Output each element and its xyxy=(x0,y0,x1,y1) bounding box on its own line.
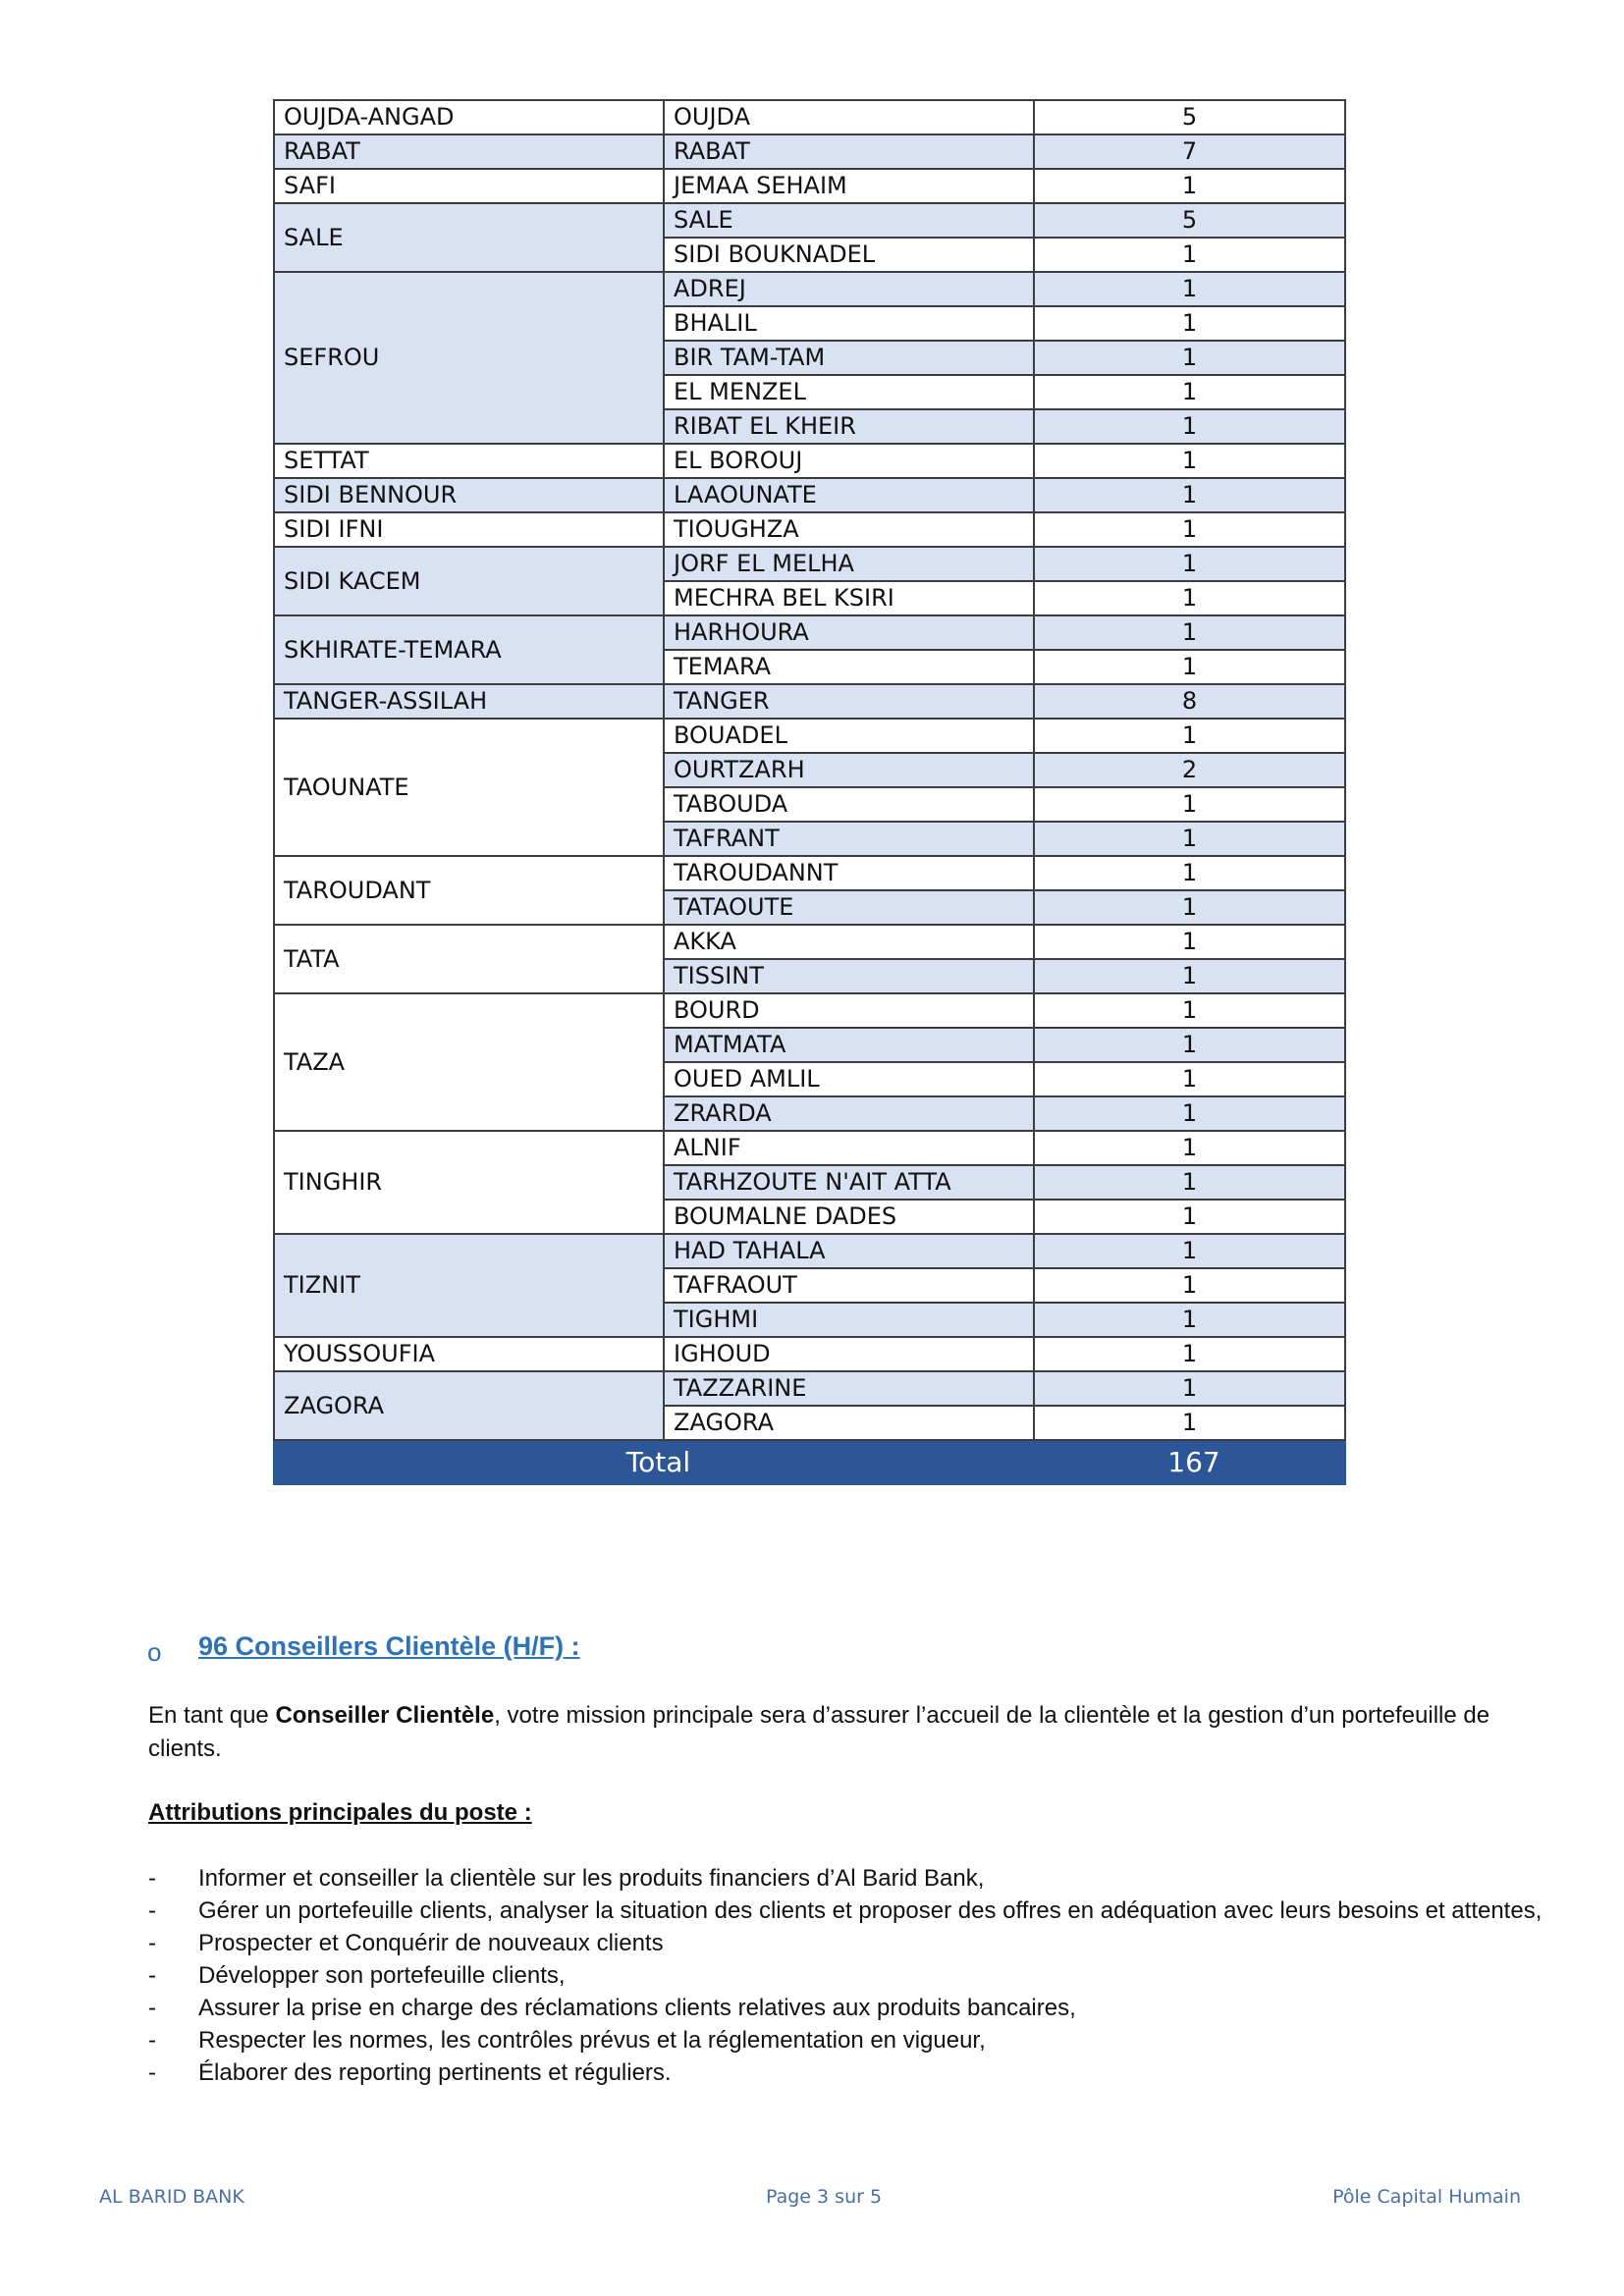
section-title-link[interactable]: 96 Conseillers Clientèle (H/F) : xyxy=(198,1631,580,1661)
province-cell: TAROUDANT xyxy=(274,856,664,925)
recruitment-table xyxy=(273,99,1346,1485)
count-cell: 1 xyxy=(1034,1406,1345,1440)
count-cell: 5 xyxy=(1034,203,1345,238)
locality-cell: TAZZARINE xyxy=(664,1371,1034,1406)
footer-company: AL BARID BANK xyxy=(99,2186,244,2208)
locality-cell: TAFRAOUT xyxy=(664,1268,1034,1303)
locality-cell: TATAOUTE xyxy=(664,890,1034,925)
list-dash: - xyxy=(148,1962,156,1989)
locality-cell: SALE xyxy=(664,203,1034,238)
locality-cell: BHALIL xyxy=(664,306,1034,341)
list-item-text: Assurer la prise en charge des réclamations clients relatives aux produits bancaires, xyxy=(198,1995,1076,2021)
province-cell: SAFI xyxy=(274,169,664,203)
count-cell: 1 xyxy=(1034,238,1345,272)
count-cell: 1 xyxy=(1034,993,1345,1028)
table-row xyxy=(274,169,1345,203)
locality-cell: ZAGORA xyxy=(664,1406,1034,1440)
table-row xyxy=(274,512,1345,547)
locality-cell: TIGHMI xyxy=(664,1303,1034,1337)
province-cell: TATA xyxy=(274,925,664,993)
count-cell: 1 xyxy=(1034,512,1345,547)
count-cell: 1 xyxy=(1034,615,1345,650)
table-row xyxy=(274,719,1345,753)
locality-cell: MATMATA xyxy=(664,1028,1034,1062)
locality-cell: JEMAA SEHAIM xyxy=(664,169,1034,203)
count-cell: 1 xyxy=(1034,1028,1345,1062)
locality-cell: ALNIF xyxy=(664,1131,1034,1165)
count-cell: 1 xyxy=(1034,1234,1345,1268)
locality-cell: TEMARA xyxy=(664,650,1034,684)
province-cell: SIDI KACEM xyxy=(274,547,664,615)
table-row xyxy=(274,478,1345,512)
locality-cell: SIDI BOUKNADEL xyxy=(664,238,1034,272)
locality-cell: JORF EL MELHA xyxy=(664,547,1034,581)
table-row xyxy=(274,547,1345,581)
locality-cell: RABAT xyxy=(664,134,1034,169)
table-row xyxy=(274,1371,1345,1406)
section-bullet: o xyxy=(147,1637,162,1667)
count-cell: 1 xyxy=(1034,925,1345,959)
list-item xyxy=(148,1927,1543,1959)
locality-cell: TAFRANT xyxy=(664,822,1034,856)
list-item-text: Développer son portefeuille clients, xyxy=(198,1962,566,1989)
count-cell: 1 xyxy=(1034,1268,1345,1303)
locality-cell: EL MENZEL xyxy=(664,375,1034,409)
locality-cell: BIR TAM-TAM xyxy=(664,341,1034,375)
table-row xyxy=(274,100,1345,134)
count-cell: 1 xyxy=(1034,959,1345,993)
list-item xyxy=(148,1959,1543,1992)
list-dash: - xyxy=(148,2059,156,2086)
count-cell: 1 xyxy=(1034,1337,1345,1371)
count-cell: 1 xyxy=(1034,787,1345,822)
locality-cell: TIOUGHZA xyxy=(664,512,1034,547)
province-cell: TIZNIT xyxy=(274,1234,664,1337)
count-cell: 1 xyxy=(1034,478,1345,512)
table-row xyxy=(274,925,1345,959)
locality-cell: HAD TAHALA xyxy=(664,1234,1034,1268)
table-row xyxy=(274,684,1345,719)
list-dash: - xyxy=(148,1897,156,1924)
list-item xyxy=(148,1992,1543,2024)
locality-cell: RIBAT EL KHEIR xyxy=(664,409,1034,444)
list-item-text: Respecter les normes, les contrôles prévus et la réglementation en vigueur, xyxy=(198,2027,986,2054)
count-cell: 5 xyxy=(1034,100,1345,134)
province-cell: TANGER-ASSILAH xyxy=(274,684,664,719)
province-cell: SKHIRATE-TEMARA xyxy=(274,615,664,684)
count-cell: 1 xyxy=(1034,1303,1345,1337)
list-item-text: Informer et conseiller la clientèle sur les produits financiers d’Al Barid Bank, xyxy=(198,1865,985,1892)
total-label: Total xyxy=(274,1440,1034,1484)
locality-cell: LAAOUNATE xyxy=(664,478,1034,512)
locality-cell: MECHRA BEL KSIRI xyxy=(664,581,1034,615)
table-row xyxy=(274,134,1345,169)
locality-cell: BOUADEL xyxy=(664,719,1034,753)
locality-cell: OUED AMLIL xyxy=(664,1062,1034,1096)
count-cell: 1 xyxy=(1034,1096,1345,1131)
list-item-text: Prospecter et Conquérir de nouveaux clients xyxy=(198,1930,664,1956)
attributions-list xyxy=(148,1862,1543,2089)
locality-cell: OURTZARH xyxy=(664,753,1034,787)
locality-cell: ZRARDA xyxy=(664,1096,1034,1131)
table-row xyxy=(274,993,1345,1028)
locality-cell: ADREJ xyxy=(664,272,1034,306)
province-cell: TINGHIR xyxy=(274,1131,664,1234)
locality-cell: BOURD xyxy=(664,993,1034,1028)
count-cell: 1 xyxy=(1034,306,1345,341)
locality-cell: HARHOURA xyxy=(664,615,1034,650)
locality-cell: EL BOROUJ xyxy=(664,444,1034,478)
count-cell: 1 xyxy=(1034,444,1345,478)
province-cell: SIDI BENNOUR xyxy=(274,478,664,512)
count-cell: 7 xyxy=(1034,134,1345,169)
count-cell: 1 xyxy=(1034,1131,1345,1165)
province-cell: SIDI IFNI xyxy=(274,512,664,547)
attributions-heading: Attributions principales du poste : xyxy=(148,1799,532,1826)
list-dash: - xyxy=(148,1995,156,2021)
count-cell: 1 xyxy=(1034,650,1345,684)
intro-bold-role: Conseiller Clientèle xyxy=(275,1702,495,1729)
count-cell: 1 xyxy=(1034,341,1345,375)
count-cell: 1 xyxy=(1034,581,1345,615)
locality-cell: OUJDA xyxy=(664,100,1034,134)
locality-cell: AKKA xyxy=(664,925,1034,959)
locality-cell: TISSINT xyxy=(664,959,1034,993)
count-cell: 1 xyxy=(1034,547,1345,581)
table-row xyxy=(274,1131,1345,1165)
count-cell: 1 xyxy=(1034,890,1345,925)
count-cell: 1 xyxy=(1034,1062,1345,1096)
list-item-text: Gérer un portefeuille clients, analyser la situation des clients et proposer des offres en adéquation avec leurs besoins et attentes, xyxy=(198,1897,1543,1924)
total-value: 167 xyxy=(1034,1440,1345,1484)
list-dash: - xyxy=(148,1865,156,1892)
intro-paragraph: En tant que Conseiller Clientèle, votre mission principale sera d’assurer l’accueil de la clientèle et la gestion d’un portefeuille de clients. xyxy=(148,1702,1490,1762)
list-item-text: Élaborer des reporting pertinents et réguliers. xyxy=(198,2059,672,2086)
province-cell: YOUSSOUFIA xyxy=(274,1337,664,1371)
table-row xyxy=(274,1234,1345,1268)
list-dash: - xyxy=(148,1930,156,1956)
table-row xyxy=(274,444,1345,478)
table-row xyxy=(274,203,1345,238)
count-cell: 1 xyxy=(1034,1371,1345,1406)
list-item xyxy=(148,2056,1543,2089)
list-dash: - xyxy=(148,2027,156,2054)
province-cell: OUJDA-ANGAD xyxy=(274,100,664,134)
locality-cell: BOUMALNE DADES xyxy=(664,1200,1034,1234)
count-cell: 2 xyxy=(1034,753,1345,787)
footer-page-number: Page 3 sur 5 xyxy=(766,2186,883,2208)
province-cell: SALE xyxy=(274,203,664,272)
province-cell: ZAGORA xyxy=(274,1371,664,1440)
table-row xyxy=(274,615,1345,650)
count-cell: 1 xyxy=(1034,856,1345,890)
footer-department: Pôle Capital Humain xyxy=(1332,2186,1521,2208)
table-row xyxy=(274,272,1345,306)
province-cell: RABAT xyxy=(274,134,664,169)
table-row xyxy=(274,856,1345,890)
locality-cell: IGHOUD xyxy=(664,1337,1034,1371)
list-item xyxy=(148,1895,1543,1927)
locality-cell: TANGER xyxy=(664,684,1034,719)
locality-cell: TARHZOUTE N'AIT ATTA xyxy=(664,1165,1034,1200)
province-cell: SETTAT xyxy=(274,444,664,478)
count-cell: 1 xyxy=(1034,1165,1345,1200)
count-cell: 1 xyxy=(1034,169,1345,203)
count-cell: 8 xyxy=(1034,684,1345,719)
list-item xyxy=(148,2024,1543,2056)
count-cell: 1 xyxy=(1034,375,1345,409)
province-cell: TAZA xyxy=(274,993,664,1131)
locality-cell: TABOUDA xyxy=(664,787,1034,822)
total-row xyxy=(274,1440,1345,1484)
count-cell: 1 xyxy=(1034,272,1345,306)
count-cell: 1 xyxy=(1034,1200,1345,1234)
list-item xyxy=(148,1862,1543,1895)
count-cell: 1 xyxy=(1034,409,1345,444)
count-cell: 1 xyxy=(1034,719,1345,753)
province-cell: TAOUNATE xyxy=(274,719,664,856)
count-cell: 1 xyxy=(1034,822,1345,856)
locality-cell: TAROUDANNT xyxy=(664,856,1034,890)
province-cell: SEFROU xyxy=(274,272,664,444)
table-row xyxy=(274,1337,1345,1371)
